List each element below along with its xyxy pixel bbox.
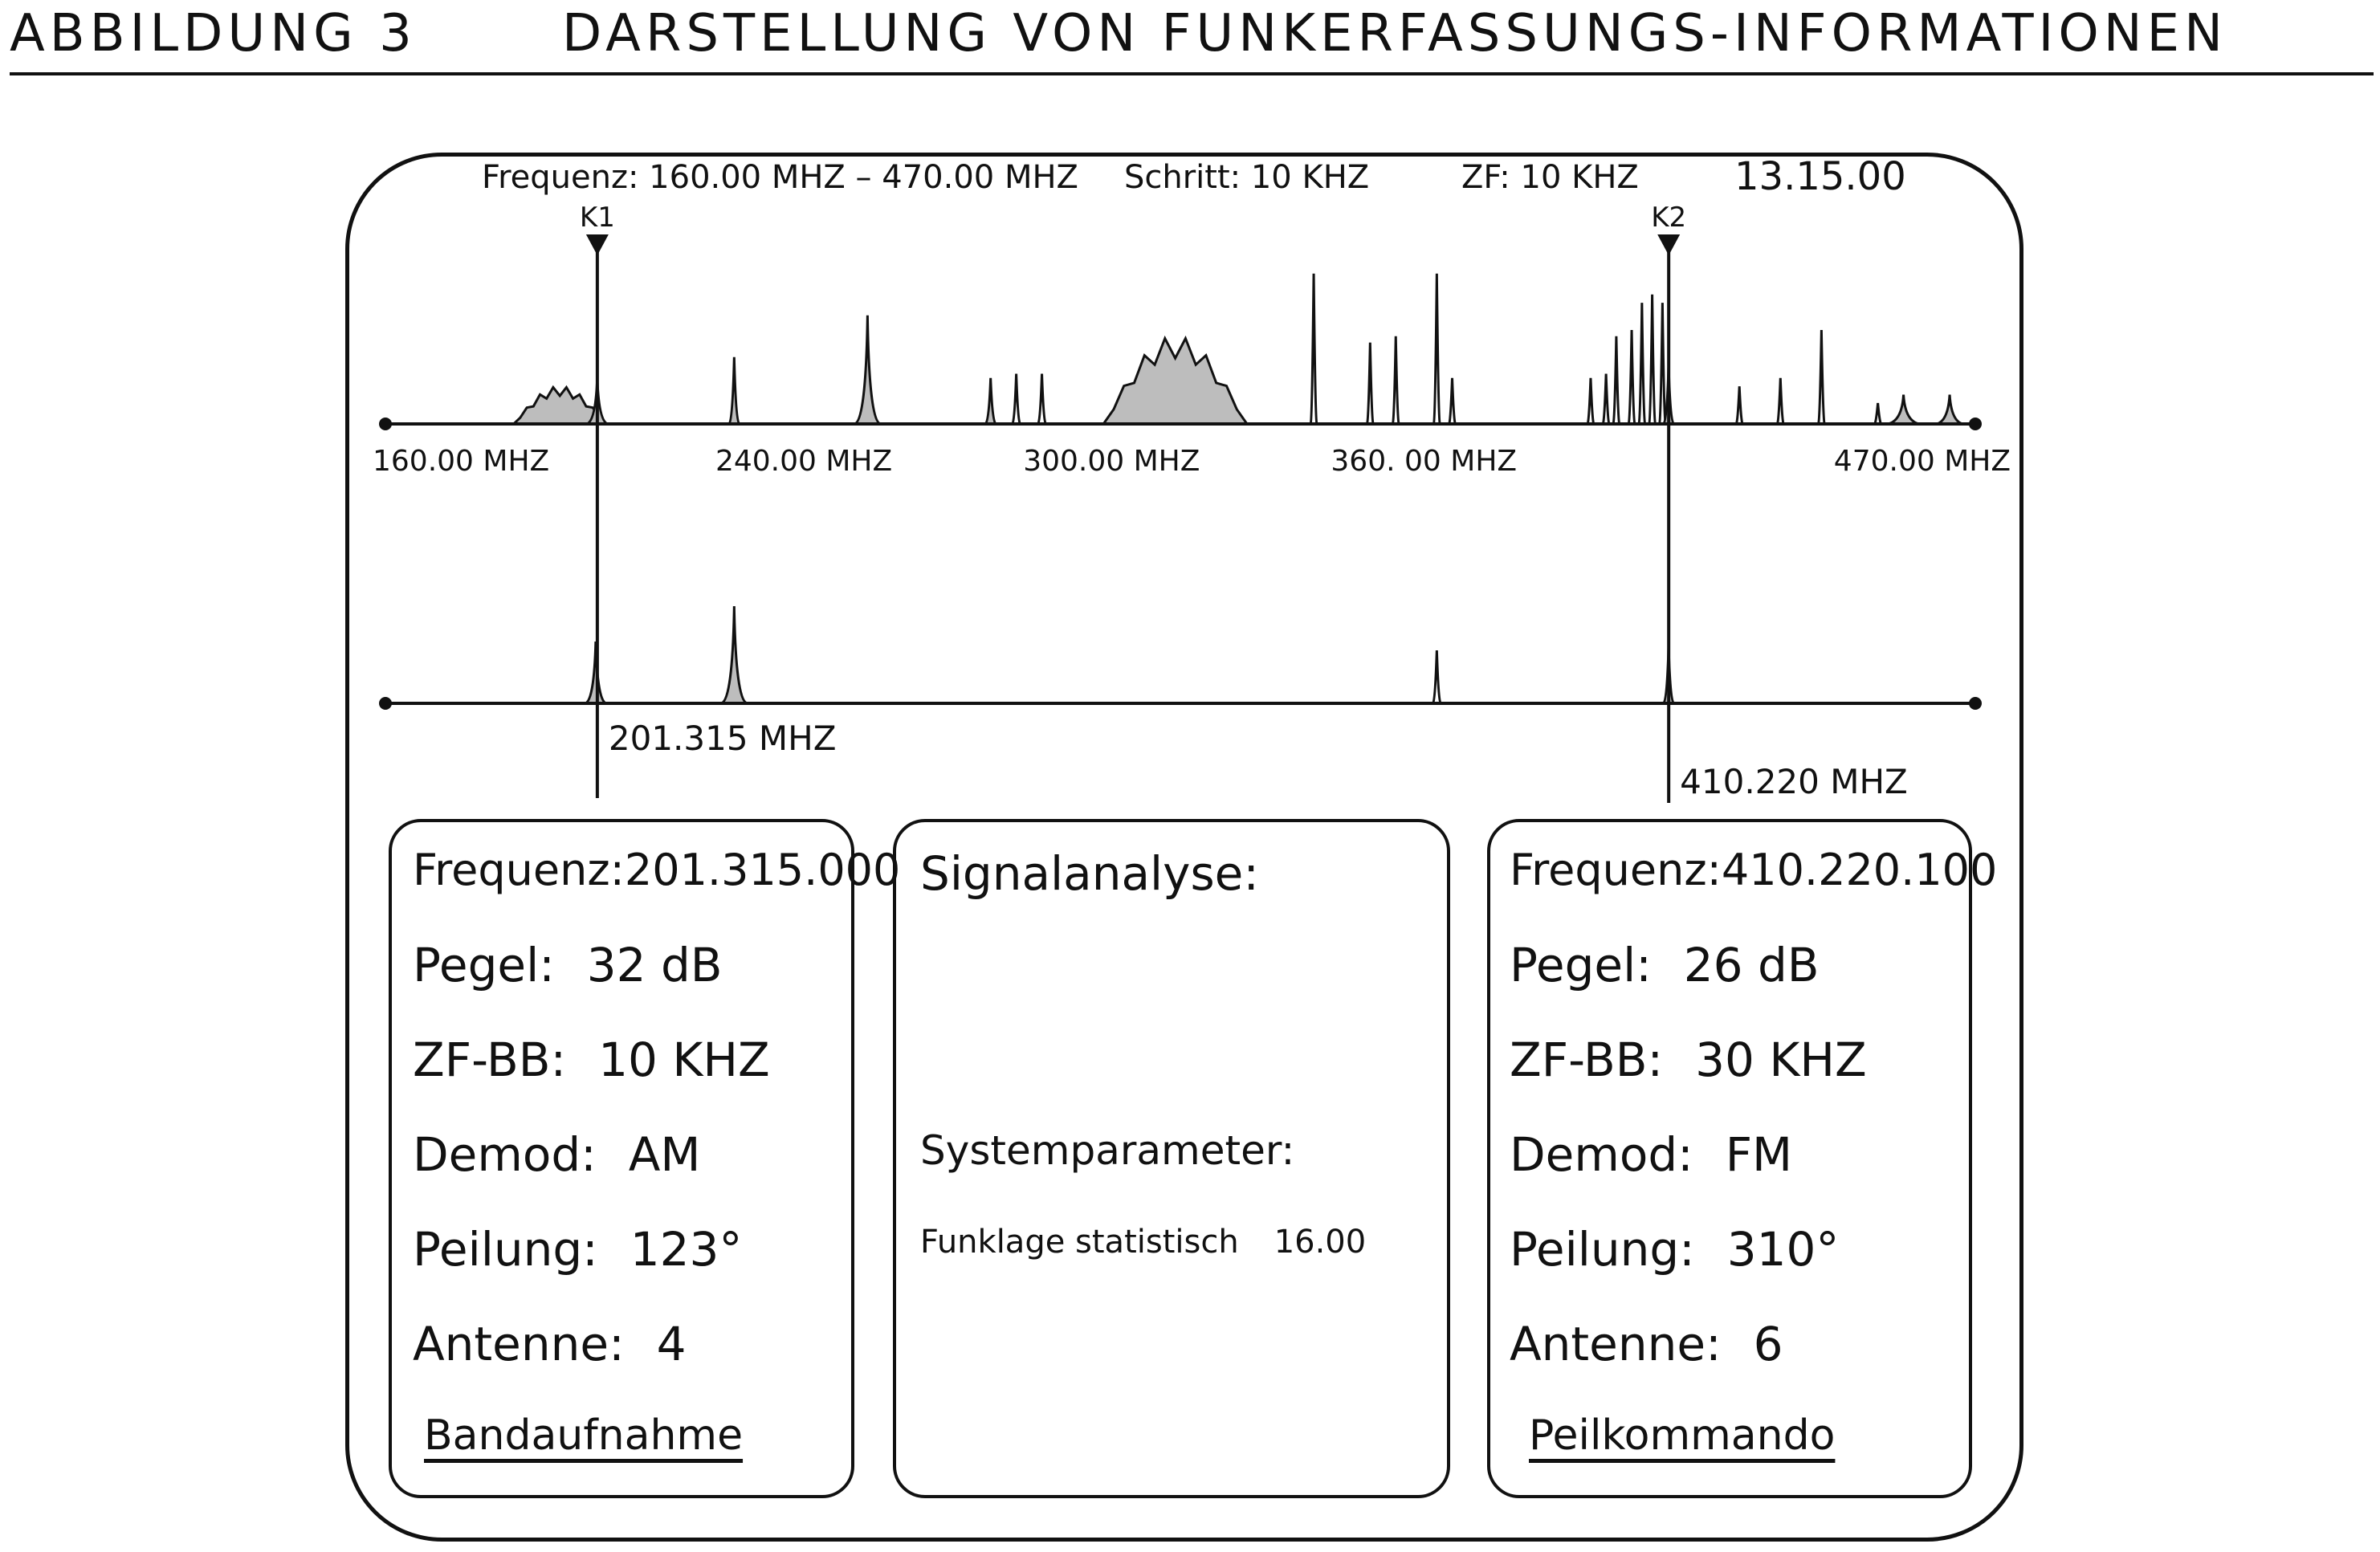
k2-antenne-label: Antenne: bbox=[1510, 1317, 1722, 1371]
figure-label: ABBILDUNG 3 bbox=[10, 4, 417, 63]
k1-zfbb-value: 10 KHZ bbox=[598, 1033, 770, 1087]
funklage-value: 16.00 bbox=[1274, 1224, 1367, 1261]
k1-cursor-arrow bbox=[586, 234, 609, 255]
figure-title: DARSTELLUNG VON FUNKERFASSUNGS-INFORMATIONEN bbox=[562, 4, 2227, 63]
tick-label: 300.00 MHZ bbox=[1023, 445, 1200, 478]
upper-spectrum-peak bbox=[1819, 330, 1825, 424]
upper-spectrum-peak bbox=[1392, 336, 1399, 424]
cursor-markers bbox=[580, 202, 1908, 803]
k1-demod-value: AM bbox=[628, 1127, 701, 1182]
panel-k2-info bbox=[1487, 819, 1998, 1498]
k1-zfbb-row bbox=[413, 1033, 770, 1087]
upper-spectrum-peak bbox=[1649, 295, 1656, 424]
upper-spectrum-peak bbox=[1888, 395, 1918, 424]
upper-spectrum-peak bbox=[1639, 303, 1645, 424]
funklage-row bbox=[920, 1224, 1366, 1261]
upper-spectrum-peak bbox=[1013, 374, 1021, 424]
status-step: Schritt: 10 KHZ bbox=[1124, 159, 1370, 196]
panel-k1-info bbox=[389, 819, 901, 1498]
k1-peilung-value: 123° bbox=[630, 1222, 743, 1277]
k1-demod-row bbox=[413, 1127, 700, 1182]
upper-spectrum-peak bbox=[1038, 374, 1046, 424]
k1-frequenz-label: Frequenz: bbox=[413, 845, 625, 895]
tick-label: 360. 00 MHZ bbox=[1331, 445, 1518, 478]
upper-spectrum-peak bbox=[1434, 274, 1441, 424]
k1-demod-label: Demod: bbox=[413, 1127, 597, 1182]
k1-pegel-row bbox=[413, 938, 723, 992]
signalanalyse-heading: Signalanalyse: bbox=[920, 846, 1259, 901]
lower-axis-left-endpoint bbox=[379, 697, 392, 710]
upper-spectrum-peak bbox=[729, 357, 740, 424]
k2-frequenz-label: Frequenz: bbox=[1510, 845, 1722, 895]
k1-antenne-row bbox=[413, 1317, 687, 1371]
k2-pegel-row bbox=[1510, 938, 1820, 992]
upper-axis-right-endpoint bbox=[1969, 418, 1982, 430]
k2-demod-label: Demod: bbox=[1510, 1127, 1693, 1182]
upper-spectrum-peak bbox=[854, 316, 880, 424]
upper-spectrum-peak bbox=[1628, 330, 1635, 424]
upper-spectrum-peak bbox=[1587, 378, 1594, 424]
k1-peilung-row bbox=[413, 1222, 742, 1277]
peilkommando-command[interactable]: Peilkommando bbox=[1529, 1411, 1836, 1460]
k2-frequency-label: 410.220 MHZ bbox=[1680, 762, 1908, 801]
k2-peilung-label: Peilung: bbox=[1510, 1222, 1695, 1277]
upper-spectrum-peak bbox=[1613, 336, 1620, 424]
k2-peilung-value: 310° bbox=[1726, 1222, 1840, 1277]
k1-frequenz-value: 201.315.000 bbox=[624, 845, 901, 895]
k2-cursor-arrow bbox=[1657, 234, 1680, 255]
k1-frequenz-row bbox=[413, 845, 900, 895]
upper-axis-left-endpoint bbox=[379, 418, 392, 430]
funklage-label: Funklage statistisch bbox=[920, 1224, 1239, 1261]
upper-spectrum-trace bbox=[509, 274, 1962, 424]
k2-cursor-label: K2 bbox=[1651, 202, 1687, 234]
upper-spectrum-peak bbox=[1603, 374, 1609, 424]
tick-label: 240.00 MHZ bbox=[715, 445, 893, 478]
panel-signal-analysis bbox=[893, 819, 1450, 1498]
k2-frequenz-row bbox=[1510, 845, 1997, 895]
k1-frequency-label: 201.315 MHZ bbox=[608, 719, 837, 758]
k2-antenne-value: 6 bbox=[1753, 1317, 1783, 1371]
bandaufnahme-command[interactable]: Bandaufnahme bbox=[424, 1411, 744, 1460]
k2-demod-value: FM bbox=[1725, 1127, 1793, 1182]
upper-spectrum-peak bbox=[1937, 395, 1962, 424]
lower-spectrum-peak bbox=[721, 606, 747, 703]
upper-spectrum-peak bbox=[985, 378, 996, 424]
lower-spectrum-peak bbox=[585, 642, 606, 703]
tick-label: 470.00 MHZ bbox=[1833, 445, 2011, 478]
k2-peilung-row bbox=[1510, 1222, 1839, 1277]
k2-pegel-value: 26 dB bbox=[1683, 938, 1820, 992]
k1-peilung-label: Peilung: bbox=[413, 1222, 598, 1277]
upper-spectrum-peak bbox=[1875, 403, 1881, 424]
status-freq-range: Frequenz: 160.00 MHZ – 470.00 MHZ bbox=[482, 159, 1078, 196]
k2-zfbb-label: ZF-BB: bbox=[1510, 1033, 1664, 1087]
k1-pegel-value: 32 dB bbox=[586, 938, 723, 992]
upper-spectrum-peak bbox=[1449, 378, 1456, 424]
k2-demod-row bbox=[1510, 1127, 1792, 1182]
k1-cursor-label: K1 bbox=[579, 202, 615, 234]
status-if-bw: ZF: 10 KHZ bbox=[1461, 159, 1639, 196]
upper-spectrum-peak bbox=[1660, 303, 1666, 424]
upper-spectrum-peak bbox=[1736, 386, 1742, 424]
upper-spectrum-peak bbox=[1098, 339, 1252, 425]
k1-antenne-value: 4 bbox=[656, 1317, 687, 1371]
k2-frequenz-value: 410.220.100 bbox=[1721, 845, 1998, 895]
upper-spectrum-peak bbox=[1777, 378, 1783, 424]
lower-spectrum-trace bbox=[585, 606, 1673, 703]
k2-zfbb-value: 30 KHZ bbox=[1695, 1033, 1867, 1087]
tick-labels bbox=[373, 445, 2011, 478]
upper-spectrum-peak bbox=[1367, 343, 1373, 424]
lower-axis-right-endpoint bbox=[1969, 697, 1982, 710]
k1-antenne-label: Antenne: bbox=[413, 1317, 625, 1371]
k2-antenne-row bbox=[1510, 1317, 1783, 1371]
tick-label: 160.00 MHZ bbox=[373, 445, 550, 478]
k2-pegel-label: Pegel: bbox=[1510, 938, 1652, 992]
lower-spectrum-peak bbox=[1433, 650, 1441, 703]
k1-zfbb-label: ZF-BB: bbox=[413, 1033, 567, 1087]
status-time: 13.15.00 bbox=[1734, 154, 1906, 199]
k1-pegel-label: Pegel: bbox=[413, 938, 555, 992]
k2-zfbb-row bbox=[1510, 1033, 1867, 1087]
upper-spectrum-peak bbox=[1310, 274, 1317, 424]
systemparameter-heading: Systemparameter: bbox=[920, 1127, 1295, 1174]
